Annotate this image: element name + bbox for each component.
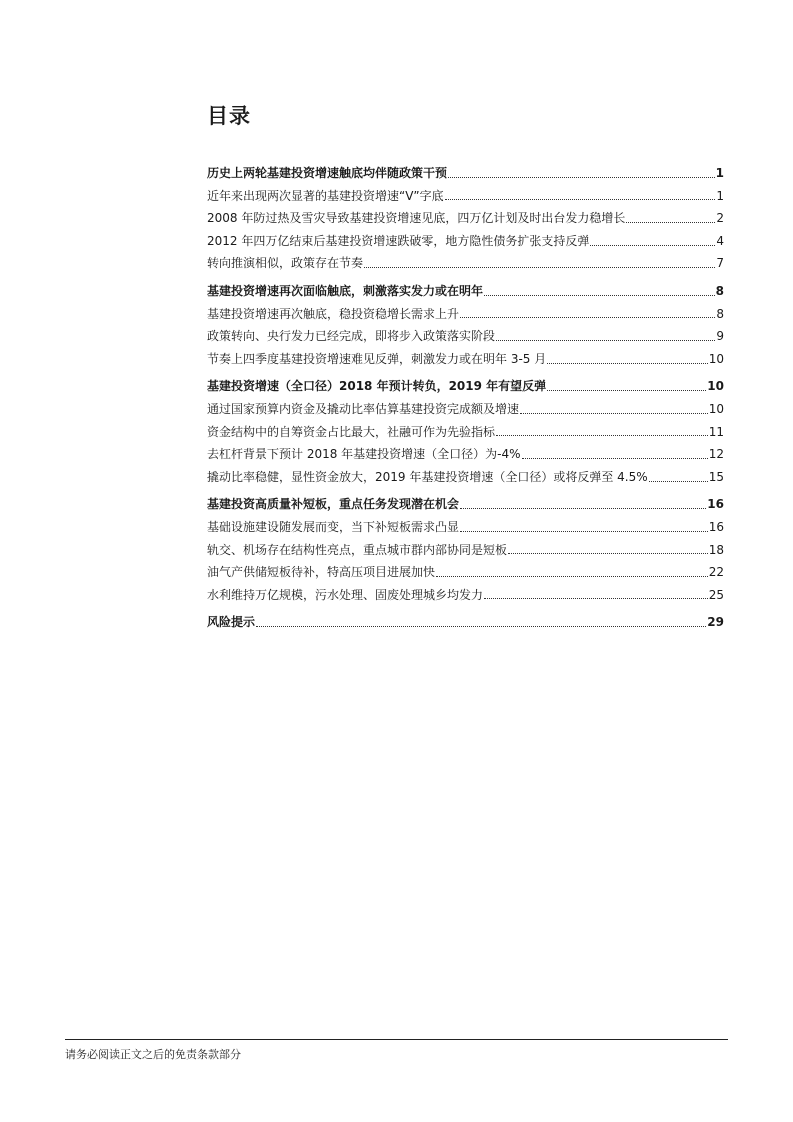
toc-page-number: 7 xyxy=(716,256,724,271)
table-of-contents xyxy=(207,162,724,634)
toc-entry-text: 2008 年防过热及雪灾导致基建投资增速见底，四万亿计划及时出台发力稳增长 xyxy=(207,211,626,226)
toc-entry-text: 水利维持万亿规模，污水处理、固废处理城乡均发力 xyxy=(207,587,484,602)
toc-leader-dots xyxy=(460,317,715,318)
toc-leader-dots xyxy=(448,177,715,178)
toc-entry-text: 历史上两轮基建投资增速触底均伴随政策干预 xyxy=(207,166,448,180)
toc-leader-dots xyxy=(445,199,716,200)
toc-leader-dots xyxy=(460,508,706,509)
footer-divider xyxy=(65,1039,728,1040)
toc-subsection-entry[interactable] xyxy=(207,398,724,421)
toc-leader-dots xyxy=(547,363,707,364)
toc-subsection-entry[interactable] xyxy=(207,303,724,326)
toc-entry-text: 资金结构中的自筹资金占比最大，社融可作为先验指标 xyxy=(207,424,496,439)
toc-page-number: 22 xyxy=(708,565,724,580)
toc-subsection-entry[interactable] xyxy=(207,539,724,562)
toc-entry-text: 轨交、机场存在结构性亮点，重点城市群内部协同是短板 xyxy=(207,542,508,557)
page-title: 目录 xyxy=(207,104,251,128)
toc-subsection-entry[interactable] xyxy=(207,230,724,253)
toc-entry-text: 基建投资高质量补短板，重点任务发现潜在机会 xyxy=(207,497,460,512)
toc-section-entry[interactable] xyxy=(207,375,724,398)
toc-entry-text: 转向推演相似，政策存在节奏 xyxy=(207,256,364,271)
toc-subsection-entry[interactable] xyxy=(207,516,724,539)
toc-page-number: 16 xyxy=(708,519,724,534)
toc-entry-text: 2012 年四万亿结束后基建投资增速跌破零，地方隐性债务扩张支持反弹 xyxy=(207,233,590,248)
toc-leader-dots xyxy=(590,245,715,246)
toc-leader-dots xyxy=(256,626,706,627)
toc-subsection-entry[interactable] xyxy=(207,252,724,275)
toc-page-number: 12 xyxy=(708,447,724,462)
toc-leader-dots xyxy=(496,435,708,436)
toc-page-number: 1 xyxy=(715,166,724,180)
footer-disclaimer: 请务必阅读正文之后的免责条款部分 xyxy=(65,1048,241,1061)
toc-leader-dots xyxy=(508,553,708,554)
toc-page-number: 8 xyxy=(716,306,724,321)
toc-subsection-entry[interactable] xyxy=(207,185,724,208)
toc-subsection-entry[interactable] xyxy=(207,584,724,607)
toc-subsection-entry[interactable] xyxy=(207,443,724,466)
toc-page-number: 11 xyxy=(708,424,724,439)
toc-entry-text: 基建投资增速（全口径）2018 年预计转负，2019 年有望反弹 xyxy=(207,379,547,394)
toc-section-entry[interactable] xyxy=(207,280,724,303)
toc-subsection-entry[interactable] xyxy=(207,348,724,371)
toc-leader-dots xyxy=(496,340,715,341)
toc-leader-dots xyxy=(436,576,708,577)
toc-leader-dots xyxy=(484,295,715,296)
toc-page-number: 16 xyxy=(707,497,724,512)
toc-page-number: 10 xyxy=(707,379,724,394)
toc-leader-dots xyxy=(460,531,708,532)
toc-subsection-entry[interactable] xyxy=(207,421,724,444)
toc-page-number: 9 xyxy=(716,329,724,344)
toc-page-number: 4 xyxy=(716,233,724,248)
toc-page-number: 2 xyxy=(716,211,724,226)
toc-subsection-entry[interactable] xyxy=(207,561,724,584)
toc-page-number: 25 xyxy=(708,587,724,602)
toc-entry-text: 基建投资增速再次面临触底，刺激落实发力或在明年 xyxy=(207,283,484,298)
toc-entry-text: 风险提示 xyxy=(207,615,256,630)
toc-page-number: 8 xyxy=(715,283,724,298)
toc-entry-text: 油气产供储短板待补，特高压项目进展加快 xyxy=(207,565,436,580)
toc-subsection-entry[interactable] xyxy=(207,466,724,489)
toc-entry-text: 通过国家预算内资金及撬动比率估算基建投资完成额及增速 xyxy=(207,401,520,416)
toc-subsection-entry[interactable] xyxy=(207,325,724,348)
toc-page-number: 1 xyxy=(716,188,724,203)
toc-leader-dots xyxy=(484,598,708,599)
toc-page-number: 10 xyxy=(708,401,724,416)
toc-entry-text: 基建投资增速再次触底，稳投资稳增长需求上升 xyxy=(207,306,460,321)
toc-section-entry[interactable] xyxy=(207,162,724,185)
toc-leader-dots xyxy=(547,390,706,391)
toc-section-entry[interactable] xyxy=(207,493,724,516)
toc-section-entry[interactable] xyxy=(207,611,724,634)
toc-entry-text: 政策转向、央行发力已经完成，即将步入政策落实阶段 xyxy=(207,329,496,344)
toc-entry-text: 撬动比率稳健，显性资金放大，2019 年基建投资增速（全口径）或将反弹至 4.5% xyxy=(207,469,648,484)
toc-subsection-entry[interactable] xyxy=(207,207,724,230)
toc-page-number: 29 xyxy=(707,615,724,630)
toc-entry-text: 近年来出现两次显著的基建投资增速“V”字底 xyxy=(207,188,444,203)
toc-entry-text: 基础设施建设随发展而变，当下补短板需求凸显 xyxy=(207,519,460,534)
toc-entry-text: 节奏上四季度基建投资增速难见反弹，刺激发力或在明年 3-5 月 xyxy=(207,351,547,366)
toc-leader-dots xyxy=(364,267,715,268)
toc-page-number: 10 xyxy=(708,351,724,366)
toc-leader-dots xyxy=(522,458,708,459)
toc-entry-text: 去杠杆背景下预计 2018 年基建投资增速（全口径）为-4% xyxy=(207,447,521,462)
toc-page-number: 18 xyxy=(708,542,724,557)
toc-leader-dots xyxy=(649,481,708,482)
toc-leader-dots xyxy=(626,222,715,223)
toc-leader-dots xyxy=(520,413,708,414)
toc-page-number: 15 xyxy=(708,469,724,484)
